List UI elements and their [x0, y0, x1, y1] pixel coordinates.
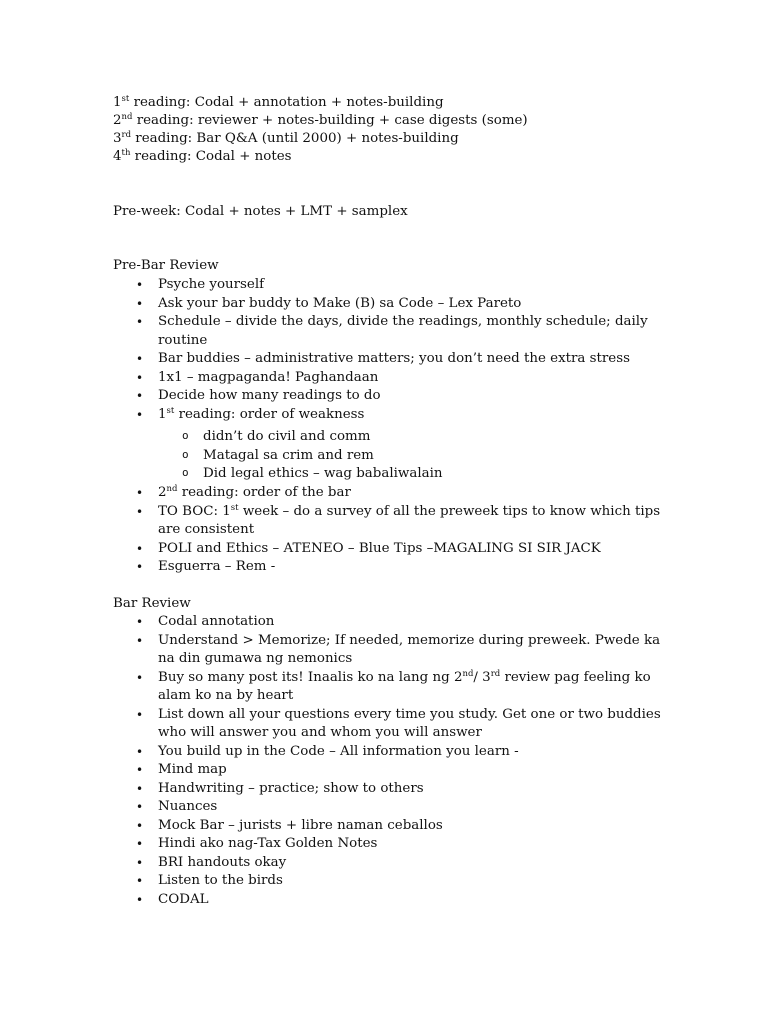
reading-line-1: 1st reading: Codal + annotation + notes-building	[113, 94, 444, 110]
list-item: • Psyche yourself	[158, 276, 663, 295]
barreview-heading: Bar Review	[113, 596, 191, 611]
list-item: • Listen to the birds	[158, 872, 663, 891]
prebar-list-continued	[0, 484, 663, 577]
sub-list-item: o didn’t do civil and comm	[203, 428, 663, 447]
list-item: • 2nd reading: order of the bar	[158, 484, 663, 503]
sub-list-item: o Did legal ethics – wag babaliwalain	[203, 465, 663, 484]
list-item: • BRI handouts okay	[158, 854, 663, 873]
list-item: • You build up in the Code – All information you learn -	[158, 743, 663, 762]
list-item: • Understand > Memorize; If needed, memorize during preweek. Pwede ka na din gumawa ng nemonics	[158, 632, 663, 669]
list-item: • CODAL	[158, 891, 663, 910]
list-item: • Handwriting – practice; show to others	[158, 780, 663, 799]
reading-line-2: 2nd reading: reviewer + notes-building + case digests (some)	[113, 112, 528, 128]
list-item: • Bar buddies – administrative matters; you don’t need the extra stress	[158, 350, 663, 369]
barreview-list	[0, 613, 663, 909]
list-item: • 1st reading: order of weakness	[158, 406, 663, 425]
list-item: • Decide how many readings to do	[158, 387, 663, 406]
prebar-list	[0, 276, 663, 424]
preweek-line: Pre-week: Codal + notes + LMT + samplex	[113, 204, 408, 219]
list-item: • 1x1 – magpaganda! Paghandaan	[158, 369, 663, 388]
sub-list-item: o Matagal sa crim and rem	[203, 447, 663, 466]
list-item: • Esguerra – Rem -	[158, 558, 663, 577]
reading-line-4: 4th reading: Codal + notes	[113, 148, 292, 164]
list-item: • List down all your questions every time you study. Get one or two buddies who will answer you and whom you will answer	[158, 706, 663, 743]
prebar-sublist	[0, 428, 663, 484]
prebar-heading: Pre-Bar Review	[113, 258, 219, 273]
list-item: • TO BOC: 1st week – do a survey of all the preweek tips to know which tips are consistent	[158, 503, 663, 540]
list-item: • Mock Bar – jurists + libre naman ceballos	[158, 817, 663, 836]
list-item: • Ask your bar buddy to Make (B) sa Code – Lex Pareto	[158, 295, 663, 314]
list-item: • POLI and Ethics – ATENEO – Blue Tips –MAGALING SI SIR JACK	[158, 540, 663, 559]
list-item: • Codal annotation	[158, 613, 663, 632]
list-item: • Nuances	[158, 798, 663, 817]
list-item: • Schedule – divide the days, divide the readings, monthly schedule; daily routine	[158, 313, 663, 350]
list-item: • Hindi ako nag-Tax Golden Notes	[158, 835, 663, 854]
list-item: • Mind map	[158, 761, 663, 780]
reading-line-3: 3rd reading: Bar Q&A (until 2000) + notes-building	[113, 130, 459, 146]
list-item: • Buy so many post its! Inaalis ko na lang ng 2nd/ 3rd review pag feeling ko alam ko na by heart	[158, 669, 663, 706]
